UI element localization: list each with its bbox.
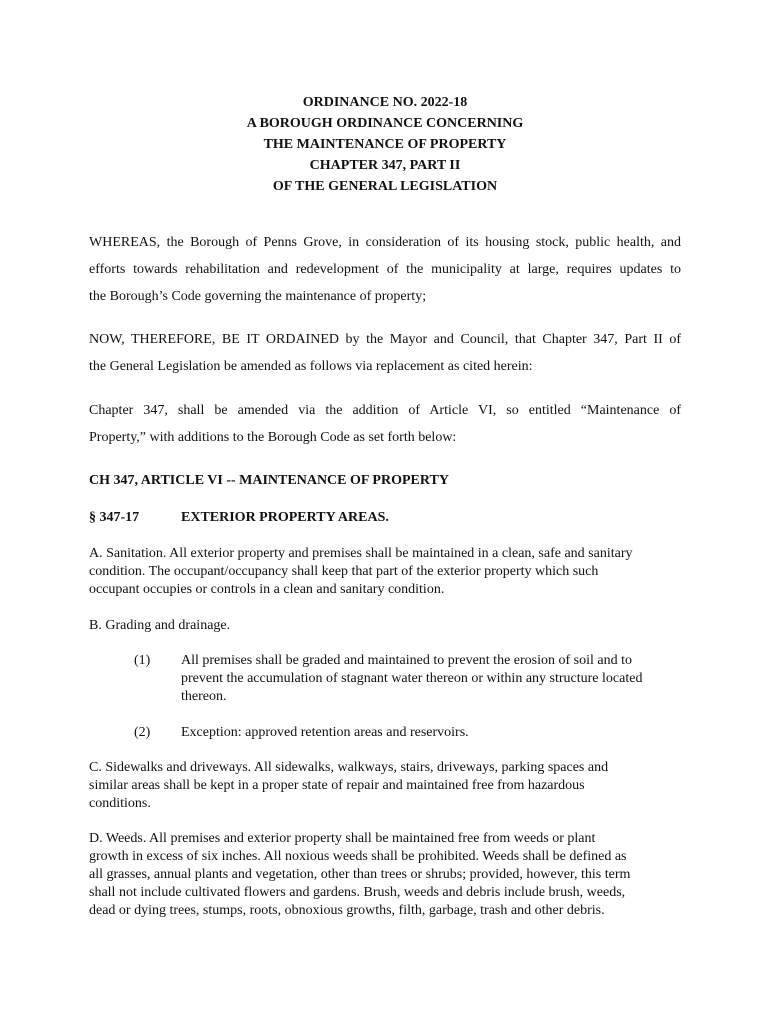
- text-line: Chapter 347, shall be amended via the addition of Article VI, so entitled “Maintenance of: [89, 403, 681, 418]
- ordinance-title-line: THE MAINTENANCE OF PROPERTY: [263, 137, 507, 152]
- sanitation-paragraph: [89, 545, 681, 599]
- text-line: NOW, THEREFORE, BE IT ORDAINED by the Mayor and Council, that Chapter 347, Part II of: [89, 332, 681, 347]
- text-line: A. Sanitation. All exterior property and premises shall be maintained in a clean, safe and sanitary: [89, 546, 633, 561]
- ordinance-number: ORDINANCE NO. 2022-18: [302, 95, 468, 110]
- list-item-number: (1): [134, 653, 151, 668]
- weeds-paragraph: [89, 830, 681, 920]
- text-line: Property,” with additions to the Borough Code as set forth below:: [89, 430, 457, 445]
- text-line: WHEREAS, the Borough of Penns Grove, in consideration of its housing stock, public health, and: [89, 235, 681, 250]
- whereas-paragraph: [89, 229, 681, 310]
- text-line: dead or dying trees, stumps, roots, obnoxious growths, filth, garbage, trash and other debris.: [89, 903, 605, 918]
- text-line: Exception: approved retention areas and reservoirs.: [181, 725, 469, 740]
- text-line: similar areas shall be kept in a proper state of repair and maintained free from hazardous: [89, 778, 585, 793]
- ordinance-title-line: OF THE GENERAL LEGISLATION: [272, 179, 498, 194]
- text-line: growth in excess of six inches. All noxious weeds shall be prohibited. Weeds shall be defined as: [89, 849, 627, 864]
- chapter-paragraph: [89, 397, 681, 451]
- ordinance-title-line: A BOROUGH ORDINANCE CONCERNING: [246, 116, 524, 131]
- text-line: occupant occupies or controls in a clean and sanitary condition.: [89, 582, 445, 597]
- text-line: all grasses, annual plants and vegetation, other than trees or shrubs; provided, however, this term: [89, 867, 631, 882]
- text-line: efforts towards rehabilitation and redevelopment of the municipality at large, requires updates to: [89, 262, 681, 277]
- section-title: EXTERIOR PROPERTY AREAS.: [181, 510, 389, 525]
- now-therefore-paragraph: [89, 326, 681, 380]
- article-heading: CH 347, ARTICLE VI -- MAINTENANCE OF PROPERTY: [89, 473, 449, 488]
- text-line: the General Legislation be amended as follows via replacement as cited herein:: [89, 359, 533, 374]
- list-item-text: [181, 724, 684, 742]
- text-line: D. Weeds. All premises and exterior property shall be maintained free from weeds or plant: [89, 831, 596, 846]
- text-line: thereon.: [181, 689, 227, 704]
- section-heading: [89, 509, 681, 527]
- list-item-number: (2): [134, 725, 151, 740]
- text-line: the Borough’s Code governing the maintenance of property;: [89, 289, 427, 304]
- ordinance-title-block: [0, 92, 770, 197]
- text-line: shall not include cultivated flowers and gardens. Brush, weeds and debris include brush, weeds,: [89, 885, 626, 900]
- list-item-text: [181, 652, 684, 706]
- text-line: All premises shall be graded and maintained to prevent the erosion of soil and to: [181, 653, 632, 668]
- grading-heading: B. Grading and drainage.: [89, 618, 231, 633]
- ordinance-title-line: CHAPTER 347, PART II: [309, 158, 461, 173]
- text-line: condition. The occupant/occupancy shall keep that part of the exterior property which such: [89, 564, 599, 579]
- sidewalks-paragraph: [89, 759, 681, 813]
- section-number: § 347-17: [89, 510, 140, 525]
- text-line: prevent the accumulation of stagnant water thereon or within any structure located: [181, 671, 643, 686]
- text-line: C. Sidewalks and driveways. All sidewalks, walkways, stairs, driveways, parking spaces and: [89, 760, 609, 775]
- text-line: conditions.: [89, 796, 151, 811]
